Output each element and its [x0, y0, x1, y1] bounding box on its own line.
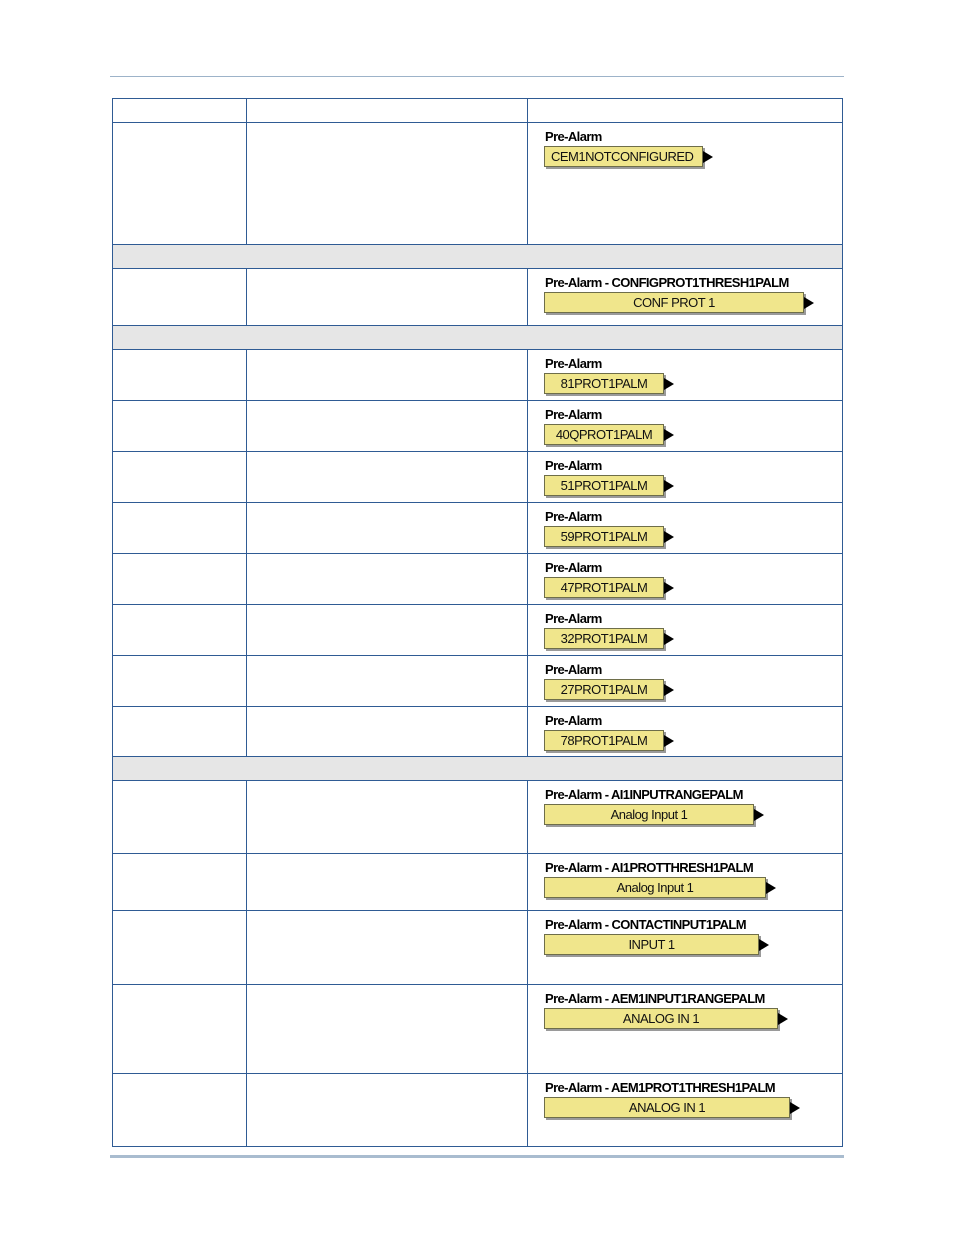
description-cell: [247, 269, 528, 326]
pre-alarm-label: Pre-Alarm: [545, 611, 602, 626]
output-arrow-icon: [754, 809, 764, 821]
output-arrow-icon: [766, 882, 776, 894]
table-row: [113, 554, 843, 605]
description-cell: [247, 350, 528, 401]
section-cell: [113, 245, 843, 269]
logic-element-block: 81PROT1PALM: [544, 373, 664, 394]
pre-alarm-label: Pre-Alarm: [545, 713, 602, 728]
pre-alarm-label: Pre-Alarm - AEM1INPUT1RANGEPALM: [545, 991, 765, 1006]
table-row: [113, 452, 843, 503]
table-row: [113, 503, 843, 554]
table-row: [113, 985, 843, 1074]
logic-block-cell: [528, 269, 843, 326]
name-cell: [113, 707, 247, 757]
logic-block-cell: [528, 123, 843, 245]
output-arrow-icon: [703, 151, 713, 163]
output-arrow-icon: [664, 633, 674, 645]
logic-element-block: 47PROT1PALM: [544, 577, 664, 598]
logic-block-cell: [528, 911, 843, 985]
pre-alarm-label: Pre-Alarm: [545, 356, 602, 371]
description-cell: [247, 707, 528, 757]
logic-element-block: 32PROT1PALM: [544, 628, 664, 649]
output-arrow-icon: [790, 1102, 800, 1114]
header-cell-3: [528, 99, 843, 123]
logic-element-block: CONF PROT 1: [544, 292, 804, 313]
pre-alarm-label: Pre-Alarm: [545, 509, 602, 524]
name-cell: [113, 1074, 247, 1147]
name-cell: [113, 503, 247, 554]
logic-block-cell: [528, 656, 843, 707]
logic-block-cell: [528, 1074, 843, 1147]
output-arrow-icon: [664, 378, 674, 390]
pre-alarm-label: Pre-Alarm - AEM1PROT1THRESH1PALM: [545, 1080, 776, 1095]
logic-element-block: 51PROT1PALM: [544, 475, 664, 496]
section-row: [113, 245, 843, 269]
output-arrow-icon: [759, 939, 769, 951]
logic-block-cell: [528, 707, 843, 757]
pre-alarm-label: Pre-Alarm: [545, 560, 602, 575]
logic-block-cell: [528, 781, 843, 854]
table-row: [113, 401, 843, 452]
logic-element-block: 59PROT1PALM: [544, 526, 664, 547]
logic-block-cell: [528, 854, 843, 911]
logic-element-block: Analog Input 1: [544, 804, 754, 825]
logic-block-cell: [528, 985, 843, 1074]
description-cell: [247, 123, 528, 245]
name-cell: [113, 985, 247, 1074]
pre-alarm-label: Pre-Alarm: [545, 662, 602, 677]
table-row: [113, 605, 843, 656]
output-arrow-icon: [664, 480, 674, 492]
header-cell-2: [247, 99, 528, 123]
pre-alarm-label: Pre-Alarm: [545, 129, 602, 144]
logic-element-block: Analog Input 1: [544, 877, 766, 898]
header-rule: [110, 76, 844, 77]
name-cell: [113, 401, 247, 452]
logic-block-cell: [528, 605, 843, 656]
section-row: [113, 326, 843, 350]
pre-alarm-label: Pre-Alarm: [545, 458, 602, 473]
output-arrow-icon: [664, 429, 674, 441]
name-cell: [113, 605, 247, 656]
logic-element-block: 40QPROT1PALM: [544, 424, 664, 445]
name-cell: [113, 854, 247, 911]
logic-block-cell: [528, 554, 843, 605]
description-cell: [247, 1074, 528, 1147]
logic-element-block: 27PROT1PALM: [544, 679, 664, 700]
table-row: [113, 854, 843, 911]
description-cell: [247, 452, 528, 503]
description-cell: [247, 401, 528, 452]
output-arrow-icon: [664, 735, 674, 747]
description-cell: [247, 781, 528, 854]
table-header-row: [113, 99, 843, 123]
section-cell: [113, 326, 843, 350]
name-cell: [113, 123, 247, 245]
header-cell-1: [113, 99, 247, 123]
pre-alarm-label: Pre-Alarm - CONTACTINPUT1PALM: [545, 917, 746, 932]
logic-block-cell: [528, 401, 843, 452]
footer-rule: [110, 1155, 844, 1158]
table-row: [113, 269, 843, 326]
description-cell: [247, 656, 528, 707]
name-cell: [113, 350, 247, 401]
logic-block-cell: [528, 452, 843, 503]
output-arrow-icon: [664, 582, 674, 594]
name-cell: [113, 269, 247, 326]
table-row: [113, 781, 843, 854]
name-cell: [113, 781, 247, 854]
logic-element-block: INPUT 1: [544, 934, 759, 955]
table-row: [113, 911, 843, 985]
description-cell: [247, 985, 528, 1074]
name-cell: [113, 554, 247, 605]
description-cell: [247, 503, 528, 554]
table-row: [113, 350, 843, 401]
section-cell: [113, 757, 843, 781]
pre-alarm-label: Pre-Alarm - AI1INPUTRANGEPALM: [545, 787, 743, 802]
logic-block-cell: [528, 503, 843, 554]
section-row: [113, 757, 843, 781]
description-cell: [247, 554, 528, 605]
output-arrow-icon: [778, 1013, 788, 1025]
name-cell: [113, 452, 247, 503]
name-cell: [113, 656, 247, 707]
description-cell: [247, 911, 528, 985]
output-arrow-icon: [664, 531, 674, 543]
table-row: [113, 1074, 843, 1147]
table-row: [113, 123, 843, 245]
pre-alarm-label: Pre-Alarm - CONFIGPROT1THRESH1PALM: [545, 275, 789, 290]
logic-element-block: CEM1NOTCONFIGURED: [544, 146, 703, 167]
pre-alarm-table: [112, 98, 843, 1147]
logic-block-cell: [528, 350, 843, 401]
table-row: [113, 707, 843, 757]
output-arrow-icon: [804, 297, 814, 309]
description-cell: [247, 854, 528, 911]
name-cell: [113, 911, 247, 985]
pre-alarm-label: Pre-Alarm: [545, 407, 602, 422]
table-row: [113, 656, 843, 707]
output-arrow-icon: [664, 684, 674, 696]
description-cell: [247, 605, 528, 656]
logic-element-block: ANALOG IN 1: [544, 1097, 790, 1118]
logic-element-block: ANALOG IN 1: [544, 1008, 778, 1029]
logic-element-block: 78PROT1PALM: [544, 730, 664, 751]
pre-alarm-label: Pre-Alarm - AI1PROTTHRESH1PALM: [545, 860, 754, 875]
